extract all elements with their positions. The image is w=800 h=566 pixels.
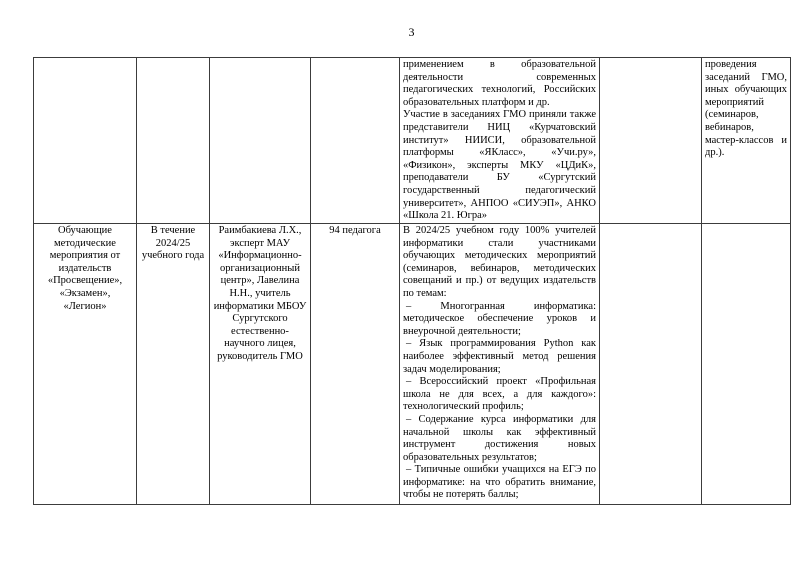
cell-extra — [600, 224, 702, 505]
results-list-item: – Всероссийский проект «Профильная школа не для всех, а для каждого»: технологический профиль; — [403, 376, 596, 413]
period-text: В течение 2024/25 учебного года — [141, 225, 205, 262]
results-paragraph: В 2024/25 учебном году 100% учителей информатики стали участниками обучающих методических мероприятий (семинаров, вебинаров, методических совещаний и пр.) от ведущих издательств по темам: — [403, 225, 596, 299]
page-number: 3 — [408, 25, 415, 39]
table-row — [34, 224, 791, 505]
table-row — [34, 58, 791, 224]
cell-responsible — [210, 58, 311, 224]
results-list-item: – Типичные ошибки учащихся на ЕГЭ по информатике: на что обратить внимание, чтобы не потерять баллы; — [403, 464, 596, 501]
cell-period — [137, 224, 210, 505]
cell-notes — [702, 224, 791, 505]
cell-event — [34, 224, 137, 505]
cell-participants — [311, 224, 400, 505]
cell-event — [34, 58, 137, 224]
results-list-item: – Содержание курса информатики для начальной школы как эффективный инструмент достижения новых образовательных результатов; — [403, 413, 596, 463]
cell-participants — [311, 58, 400, 224]
event-text: Обучающие методические мероприятия от издательств «Просвещение», «Экзамен», «Легион» — [47, 225, 123, 312]
cell-results — [400, 224, 600, 505]
participants-text: 94 педагога — [329, 225, 381, 236]
responsible-text: Раимбакиева Л.Х., эксперт МАУ «Информационно-организационный центр», Лавелина Н.Н., учитель информатики МБОУ Сургутского естественно-научного лицея, руководитель ГМО — [213, 225, 307, 362]
cell-results — [400, 58, 600, 224]
report-table — [33, 57, 791, 505]
results-list-item: – Многогранная информатика: методическое обеспечение уроков и внеурочной деятельности; — [403, 300, 596, 337]
results-paragraph: применением в образовательной деятельности современных педагогических технологий, Российских образовательных платформ и др. — [403, 59, 596, 108]
results-list-item: – Язык программирования Python как наиболее эффективный метод решения задач моделирования; — [403, 338, 596, 375]
cell-notes — [702, 58, 791, 224]
cell-period — [137, 58, 210, 224]
notes-paragraph: проведения заседаний ГМО, иных обучающих мероприятий (семинаров, вебинаров, мастер-классов и др.). — [705, 59, 787, 159]
cell-extra — [600, 58, 702, 224]
cell-responsible — [210, 224, 311, 505]
results-paragraph: Участие в заседаниях ГМО приняли также представители НИЦ «Курчатовский институт» НИИСИ, образовательной платформы «ЯКласс», «Учи.ру», «Физикон», эксперты МКУ «ЦДиК», преподаватели БУ «Сургутский государственный педагогический университет», АНПОО «СИУЭП», АНКО «Школа 21. Югра» — [403, 109, 596, 222]
